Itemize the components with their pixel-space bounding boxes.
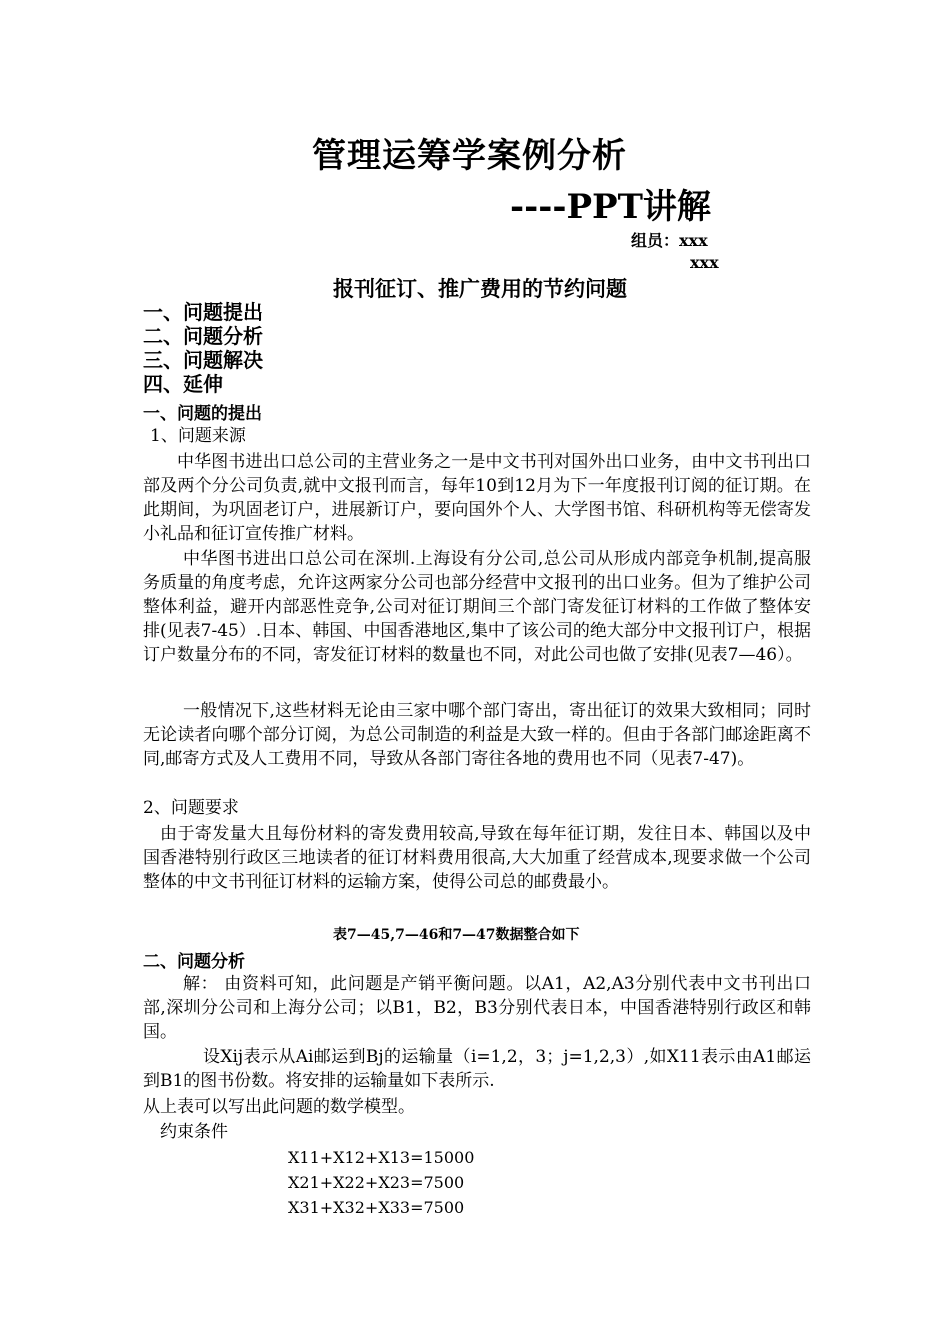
members-label: 组员：xxx <box>631 231 708 250</box>
toc-list <box>143 300 263 396</box>
constraint-equation: X11+X12+X13=15000 <box>288 1148 475 1167</box>
constraint-equation: X21+X22+X23=7500 <box>288 1173 465 1192</box>
toc-item: 三、问题解决 <box>143 348 263 372</box>
table-caption: 表7—45,7—46和7—47数据整合如下 <box>333 927 580 943</box>
toc-item: 一、问题提出 <box>143 300 263 324</box>
problem-source-para-2: 中华图书进出口总公司在深圳.上海设有分公司,总公司从形成内部竞争机制,提高服务质量的角度考虑，允许这两家分公司也部分经营中文报刊的出口业务。但为了维护公司整体利益，避开内部恶性竞争,公司对征订期间三个部门寄发征订材料的工作做了整体安排(见表7-45）.日本、韩国、中国香港地区,集中了该公司的绝大部分中文报刊订户，根据订户数量分布的不同，寄发征订材料的数量也不同，对此公司也做了安排(见表7—46）。 <box>143 549 811 665</box>
document-title: 管理运筹学案例分析 <box>312 136 627 176</box>
document-subtitle: ----PPT讲解 <box>510 187 711 227</box>
problem-source-para-1: 中华图书进出口总公司的主营业务之一是中文书刊对国外出口业务，由中文书刊出口部及两个分公司负责,就中文报刊而言，每年10到12月为下一年度报刊订阅的征订期。在此期间，为巩固老订户，进展新订户，要向国外个人、大学图书馆、科研机构等无偿寄发小礼品和征订宣传推广材料。 <box>143 452 811 544</box>
analysis-line-3: 从上表可以写出此问题的数学模型。 <box>143 1097 415 1117</box>
constraint-equation: X31+X32+X33=7500 <box>288 1198 465 1217</box>
section-title: 报刊征订、推广费用的节约问题 <box>333 276 627 301</box>
requirements-heading: 2、问题要求 <box>143 798 239 818</box>
problem-source-para-3: 一般情况下,这些材料无论由三家中哪个部门寄出，寄出征订的效果大致相同；同时无论读者向哪个部分订阅，为总公司制造的利益是大致一样的。但由于各部门邮途距离不同,邮寄方式及人工费用不同，导致从各部门寄往各地的费用也不同（见表7-47)。 <box>143 701 811 769</box>
part1-heading: 一、问题的提出 <box>143 404 262 424</box>
requirements-para: 由于寄发量大且每份材料的寄发费用较高,导致在每年征订期，发往日本、韩国以及中国香港特别行政区三地读者的征订材料费用很高,大大加重了经营成本,现要求做一个公司整体的中文书刊征订材料的运输方案，使得公司总的邮费最小。 <box>143 824 811 892</box>
analysis-para-2: 设Xij表示从Ai邮运到Bj的运输量（i=1,2，3；j=1,2,3）,如X11表示由A1邮运到B1的图书份数。将安排的运输量如下表所示. <box>143 1047 811 1091</box>
constraints-label: 约束条件 <box>160 1122 228 1142</box>
toc-item: 二、问题分析 <box>143 324 263 348</box>
part2-heading: 二、问题分析 <box>143 952 245 972</box>
toc-item: 四、延伸 <box>143 372 223 396</box>
problem-source-heading: 1、问题来源 <box>150 426 246 446</box>
analysis-para-1: 解： 由资料可知，此问题是产销平衡问题。以A1，A2,A3分别代表中文书刊出口部,深圳分公司和上海分公司；以B1，B2，B3分别代表日本，中国香港特别行政区和韩国。 <box>143 974 811 1042</box>
members-second: xxx <box>690 253 719 272</box>
